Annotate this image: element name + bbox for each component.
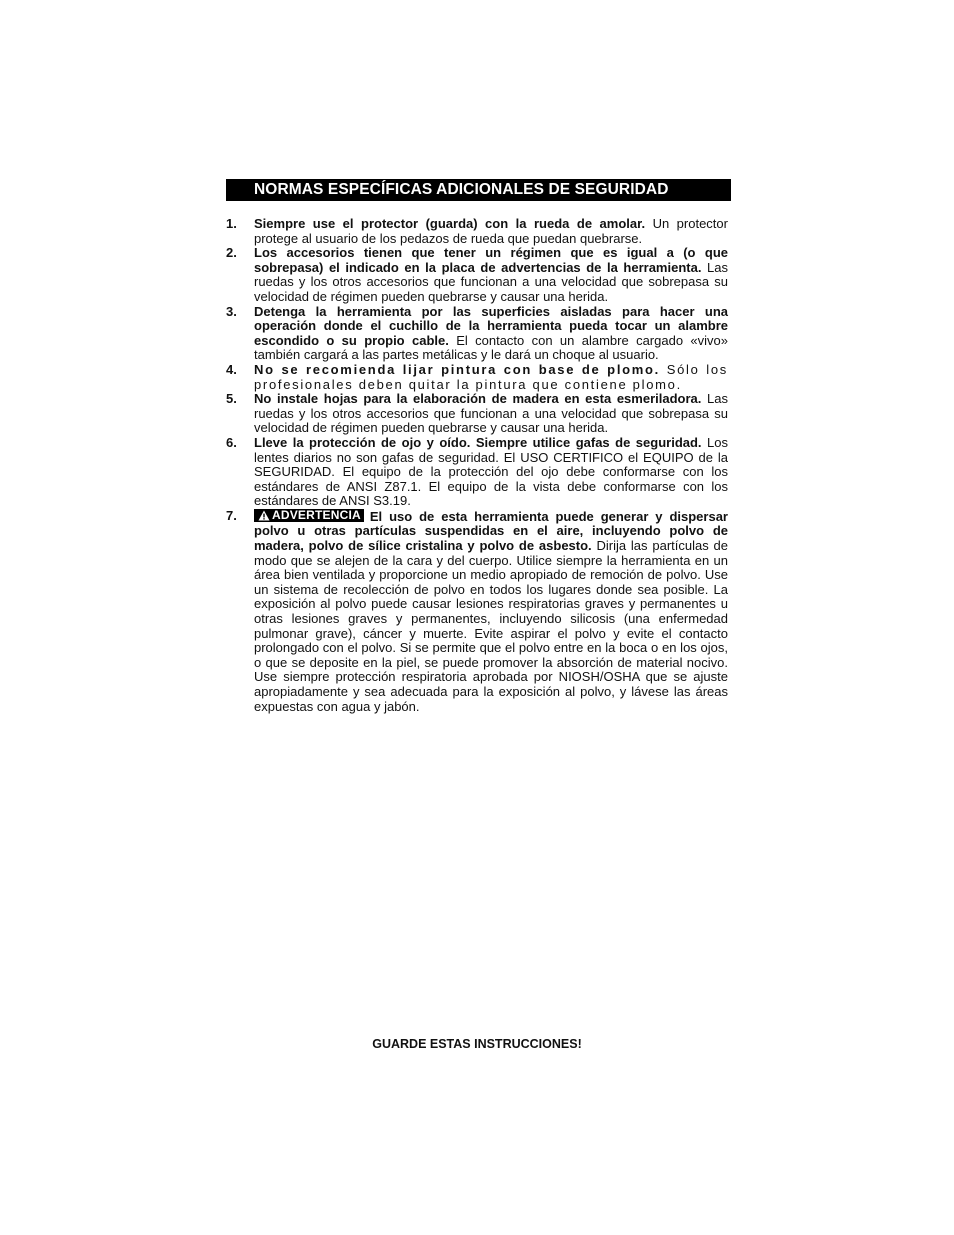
list-item (226, 436, 728, 509)
rule-body-text: Las ruedas y los otros accesorios que funcionan a una velocidad que sobrepasa su velocidad de régimen pueden quebrarse y causar una herida. (254, 259, 728, 304)
rule-bold-text: Siempre use el protector (guarda) con la rueda de amolar. (254, 216, 646, 231)
rule-bold-text: Los accesorios tienen que tener un régimen que es igual a (o que sobrepasa) el indicado en la placa de advertencias de la herramienta. (254, 245, 728, 275)
safety-rules-list (226, 217, 728, 714)
rule-text (254, 246, 728, 304)
rule-body-text: Los lentes diarios no son gafas de seguridad. El USO CERTIFICO el EQUIPO de la SEGURIDAD. El equipo de la protección del ojo debe conformarse con los estándares de ANSI Z87.1. El equipo de la vista debe conformarse con los estándares de ANSI S3.19. (254, 434, 728, 509)
rule-number: 3. (226, 303, 237, 319)
rule-body-text: Dirija las partículas de modo que se alejen de la cara y del cuerpo. Utilice siempre la herramienta en un área bien ventilada y proporcione un medio apropiado de remoción de polvo. Use un sistema de recolección de polvo en todos los lugares donde sea posible. La exposición al polvo puede causar lesiones respiratorias graves y permanentes u otras lesiones graves y permanentes, incluyendo silicosis (una enfermedad pulmonar grave), cáncer y muerte. Evite aspirar el polvo y evite el contacto prolongado con el polvo. Si se permite que el polvo entre en la boca o en los ojos, o que se deposite en la piel, se puede promover la absorción de material nocivo. Use siempre protección respiratoria aprobada por NIOSH/OSHA que se ajuste apropiadamente y sea adecuada para la exposición al polvo, y lávese las áreas expuestas con agua y jabón. (254, 538, 728, 714)
rule-text (254, 305, 728, 363)
rule-text (254, 217, 728, 246)
rule-body-text: Sólo los profesionales deben quitar la pintura que contiene plomo. (254, 361, 728, 392)
rule-text (254, 363, 728, 392)
rule-number: 5. (226, 391, 237, 407)
rule-text (254, 436, 728, 509)
rule-bold-text: No se recomienda lijar pintura con base de plomo. (254, 361, 660, 377)
section-title: NORMAS ESPECÍFICAS ADICIONALES DE SEGURIDAD (226, 179, 731, 201)
rule-number: 1. (226, 216, 237, 231)
list-item (226, 509, 728, 714)
list-item (226, 363, 728, 392)
rule-text (254, 509, 728, 714)
rule-bold-text: No instale hojas para la elaboración de madera en esta esmeriladora. (254, 391, 702, 407)
rule-bold-text: El uso de esta herramienta puede generar y dispersar polvo u otras partículas suspendidas en el aire, incluyendo polvo de madera, polvo de sílice cristalina y polvo de asbesto. (254, 508, 728, 554)
rule-number: 6. (226, 434, 237, 450)
rule-body-text: Las ruedas y los otros accesorios que funcionan a una velocidad que sobrepasa su velocidad de régimen pueden quebrarse y causar una herida. (254, 391, 728, 436)
list-item (226, 217, 728, 246)
rule-body-text: El contacto con un alambre cargado «vivo» también cargará a las partes metálicas y le dará un choque al usuario. (254, 332, 728, 363)
list-item (226, 246, 728, 304)
warning-triangle-icon (258, 510, 270, 521)
rule-number: 7. (226, 507, 237, 523)
footer-notice: GUARDE ESTAS INSTRUCCIONES! (372, 1037, 582, 1051)
rule-bold-text: Detenga la herramienta por las superficies aisladas para hacer una operación donde el cuchillo de la herramienta pueda tocar un alambre escondido o su propio cable. (254, 303, 728, 348)
rule-text (254, 392, 728, 436)
list-item (226, 305, 728, 363)
list-item (226, 392, 728, 436)
rule-number: 4. (226, 361, 237, 377)
rule-number: 2. (226, 245, 237, 261)
rule-body-text: Un protector protege al usuario de los pedazos de rueda que puedan quebrarse. (254, 216, 728, 246)
warning-label: ADVERTENCIA (272, 507, 361, 522)
rule-bold-text: Lleve la protección de ojo y oído. Siempre utilice gafas de seguridad. (254, 434, 702, 450)
warning-badge (254, 509, 364, 522)
